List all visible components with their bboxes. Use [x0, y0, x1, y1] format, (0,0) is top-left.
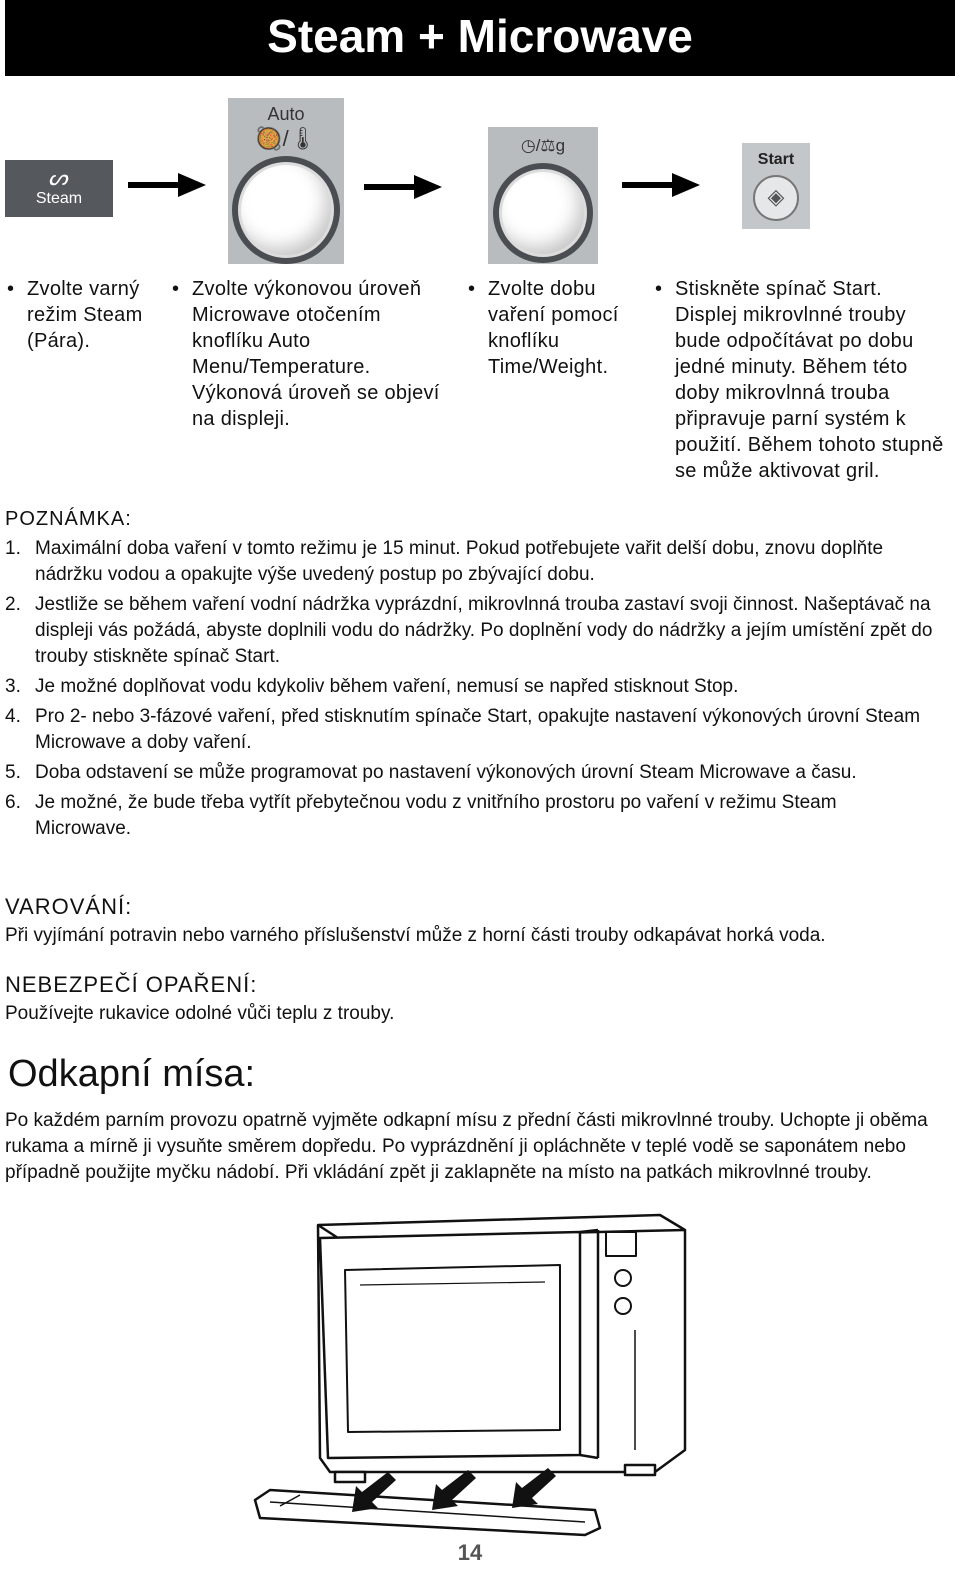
bullet: •: [655, 278, 663, 300]
start-label: Start: [757, 151, 795, 168]
start-icon: ◈: [753, 175, 799, 221]
warning-text: Při vyjímání potravin nebo varného příslušenství může z horní části trouby odkapávat horká voda.: [5, 925, 826, 946]
note-item: [5, 592, 935, 670]
note-item: [5, 536, 935, 588]
note-number: 1.: [5, 538, 21, 559]
oven-drip-tray-illustration: [240, 1210, 700, 1550]
note-number: 3.: [5, 676, 21, 697]
step-text: Zvolte varný režim Steam (Pára).: [27, 278, 143, 352]
step-1: [7, 276, 162, 354]
step-2: [172, 276, 442, 432]
note-number: 6.: [5, 792, 21, 813]
page-number: 14: [457, 1540, 483, 1565]
danger-text: Používejte rukavice odolné vůči teplu z trouby.: [5, 1003, 395, 1024]
arrow-icon: [364, 175, 444, 199]
dish-thermometer-icon: 🥘/🌡: [255, 126, 317, 151]
step-text: Zvolte výkonovou úroveň Microwave otočením knoflíku Auto Menu/Temperature. Výkonová úroveň se objeví na displeji.: [192, 278, 440, 430]
note-text: Maximální doba vaření v tomto režimu je 15 minut. Pokud potřebujete vařit delší dobu, znovu doplňte nádržku vodou a opakujte výše uvedený postup po zbývající dobu.: [35, 538, 884, 585]
note-item: [5, 790, 935, 842]
note-text: Pro 2- nebo 3-fázové vaření, před stisknutím spínače Start, opakujte nastavení výkonových úrovní Steam Microwave a doby vaření.: [35, 706, 921, 753]
note-text: Je možné doplňovat vodu kdykoliv během vaření, nemusí se napřed stisknout Stop.: [35, 676, 739, 697]
note-number: 2.: [5, 594, 21, 615]
start-button-panel: [742, 143, 810, 229]
bullet: •: [468, 278, 476, 300]
note-title: POZNÁMKA:: [5, 508, 132, 530]
page-title: Steam + Microwave: [267, 10, 693, 62]
note-text: Doba odstavení se může programovat po nastavení výkonových úrovní Steam Microwave a času.: [35, 762, 857, 783]
arrow-icon: [622, 173, 702, 197]
note-number: 5.: [5, 762, 21, 783]
note-item: [5, 674, 935, 700]
clock-weight-icon: ◷/⚖g: [520, 136, 566, 155]
arrow-icon: [128, 173, 208, 197]
time-weight-knob: [488, 127, 598, 264]
note-item: [5, 704, 935, 756]
auto-dial: [232, 156, 340, 264]
drip-tray-text: Po každém parním provozu opatrně vyjměte odkapní mísu z přední části mikrovlnné trouby. Uchopte ji oběma rukama a mírně ji vysuňte směrem dopředu. Po vyprázdnění ji opláchněte v teplé vodě se saponátem nebo případně použijte myčku nádobí. Při vkládání zpět ji zaklapněte na místo na patkách mikrovlnné trouby.: [5, 1110, 928, 1183]
auto-menu-temperature-knob: [228, 98, 344, 264]
steam-icon: ᔕ: [49, 165, 69, 190]
step-4: [655, 276, 947, 484]
step-3: [468, 276, 638, 380]
step-text: Stiskněte spínač Start. Displej mikrovlnné trouby bude odpočítávat po dobu jedné minuty. Během této doby mikrovlnná trouba připravuje parní systém k použití. Během tohoto stupně se může aktivovat gril.: [675, 278, 944, 482]
note-item: [5, 760, 935, 786]
page-header: [5, 0, 955, 76]
note-text: Jestliže se během vaření vodní nádržka vyprázdní, mikrovlnná trouba zastaví svoji činnost. Našeptávač na displeji vás požádá, abyste doplnili vodu do nádržky. Po doplnění vody do nádržky a jejím umístění zpět do trouby stiskněte spínač Start.: [35, 594, 933, 667]
note-text: Je možné, že bude třeba vytřít přebytečnou vodu z vnitřního prostoru po vaření v režimu Steam Microwave.: [35, 792, 837, 839]
note-number: 4.: [5, 706, 21, 727]
danger-title: NEBEZPEČÍ OPAŘENÍ:: [5, 972, 258, 997]
steam-button: [5, 160, 113, 217]
drip-tray-title: Odkapní mísa:: [8, 1053, 256, 1095]
auto-knob-label: Auto: [267, 104, 305, 124]
warning-title: VAROVÁNÍ:: [5, 894, 133, 919]
bullet: •: [7, 278, 15, 300]
note-list: [5, 536, 935, 846]
steam-button-label: Steam: [35, 190, 83, 207]
step-text: Zvolte dobu vaření pomocí knoflíku Time/Weight.: [488, 278, 619, 378]
bullet: •: [172, 278, 180, 300]
time-dial: [493, 163, 593, 263]
